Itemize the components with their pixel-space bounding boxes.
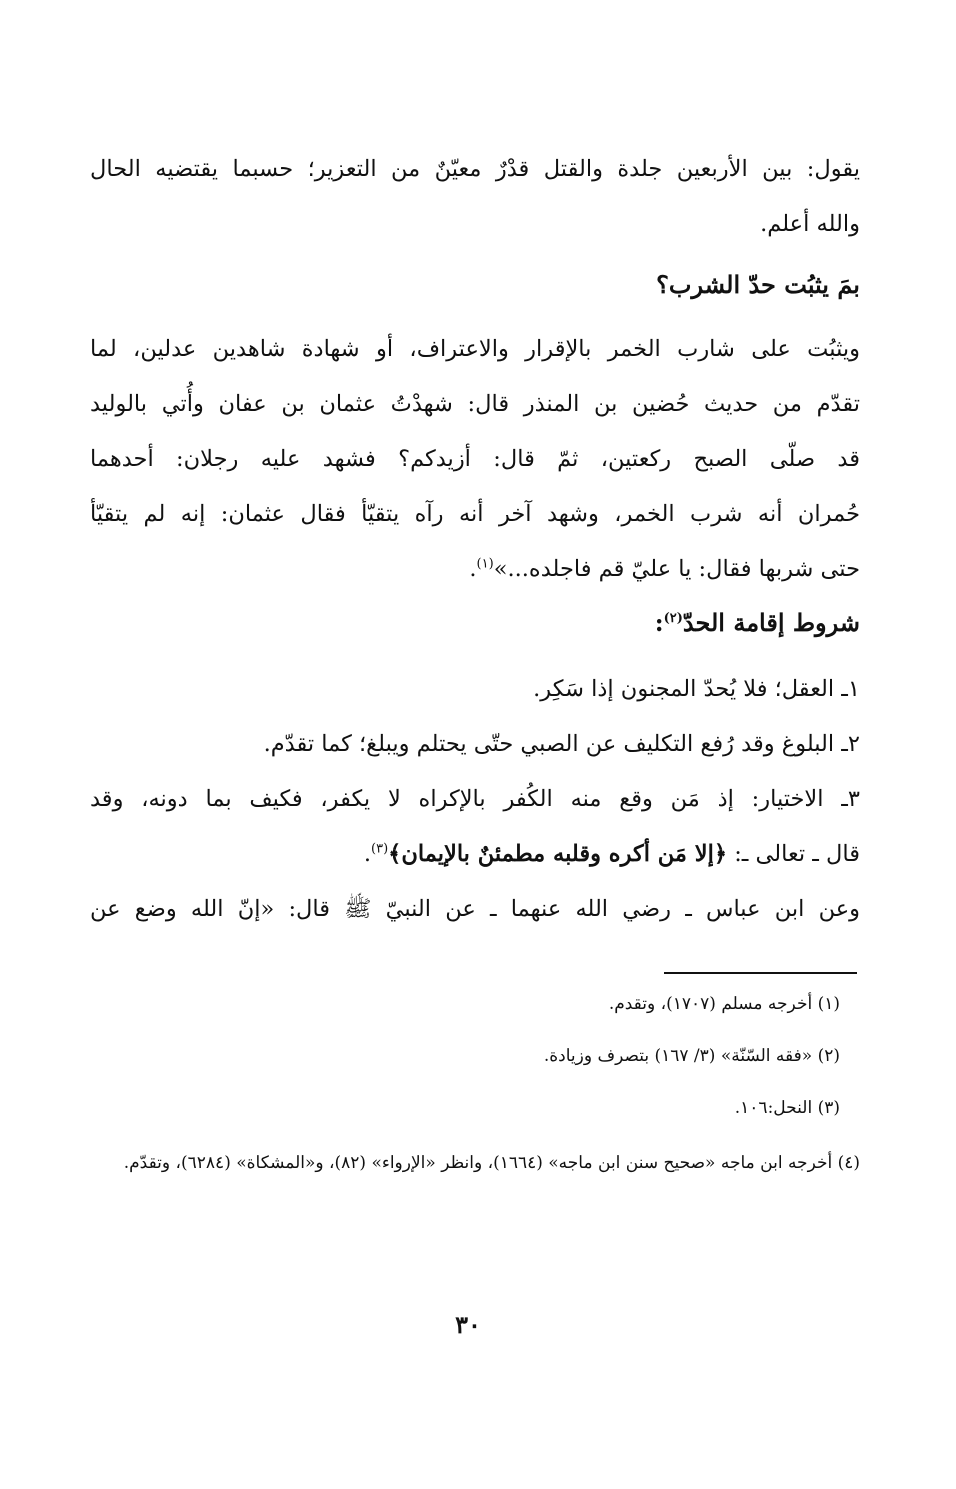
text-line: تقدّم من حديث حُضين بن المنذر قال: شهدْتُ عثمان بن عفان وأُتي بالوليد — [90, 391, 860, 417]
section-heading-proof — [90, 260, 860, 310]
text-segment: . — [363, 841, 372, 867]
list-item: ١ـ العقل؛ فلا يُحدّ المجنون إذا سَكِر. — [533, 676, 860, 702]
footnote-ref[interactable]: (١) — [476, 556, 494, 572]
paragraph-proof — [90, 322, 860, 597]
section-heading-conditions — [90, 598, 860, 648]
text-line: حُمران أنه شرب الخمر، وشهد آخر أنه رآه يتقيّأ فقال عثمان: إنه لم يتقيّأ — [90, 501, 860, 527]
text-line: ويثبُت على شارب الخمر بالإقرار والاعتراف، أو شهادة شاهدين عدلين، لما — [90, 336, 860, 362]
footnote-2: (٢) «فقه السّنّة» (٣/ ١٦٧) بتصرف وزيادة. — [543, 1046, 840, 1066]
footnote-3: (٣) النحل:١٠٦. — [734, 1098, 840, 1118]
text-line — [90, 542, 860, 597]
heading-suffix: : — [654, 608, 664, 637]
text-line: قد صلّى الصبح ركعتين، ثمّ قال: أزيدكم؟ فشهد عليه رجلان: أحدهما — [90, 446, 860, 472]
footnote-ref[interactable]: (٣) — [371, 841, 389, 857]
text-line: يقول: بين الأربعين جلدة والقتل قدْرٌ معيّنٌ من التعزير؛ حسبما يقتضيه الحال — [90, 156, 860, 182]
heading-text: شروط إقامة الحدّ — [682, 608, 860, 637]
text-line: وعن ابن عباس ـ رضي الله عنهما ـ عن النبيّ ﷺ قال: «إنّ الله وضع عن — [90, 896, 860, 922]
footnote-4: (٤) أخرجه ابن ماجه «صحيح سنن ابن ماجه» (١٦٦٤)، وانظر «الإرواء» (٨٢)، و«المشكاة» (٦٢٨٤)، وتقدّم. — [123, 1153, 860, 1173]
text-segment: قال ـ تعالى ـ: — [727, 841, 860, 867]
list-item-continuation — [90, 827, 860, 882]
conditions-list — [90, 662, 860, 937]
heading-text: بمَ يثبُت حدّ الشرب؟ — [656, 270, 860, 299]
footnote-separator — [664, 972, 857, 974]
quran-quote: ﴿إلا مَن أكره وقلبه مطمئنٌ بالإيمان﴾ — [388, 841, 728, 867]
text-line: والله أعلم. — [760, 211, 860, 237]
text-segment: . — [469, 556, 477, 582]
paragraph-intro — [90, 142, 860, 252]
list-item: ٢ـ البلوغ وقد رُفع التكليف عن الصبي حتّى يحتلم ويبلغ؛ كما تقدّم. — [263, 731, 860, 757]
footnote-ref[interactable]: (٢) — [663, 611, 683, 626]
list-item: ٣ـ الاختيار: إذ مَن وقع منه الكُفر بالإكراه لا يكفر، فكيف بما دونه، وقد — [90, 786, 860, 812]
page-number: ٣٠ — [455, 1310, 481, 1339]
text-segment: حتى شربها فقال: يا عليّ قم فاجلده...» — [493, 556, 860, 582]
footnotes — [80, 990, 860, 1204]
footnote-1: (١) أخرجه مسلم (١٧٠٧)، وتقدم. — [608, 994, 840, 1014]
